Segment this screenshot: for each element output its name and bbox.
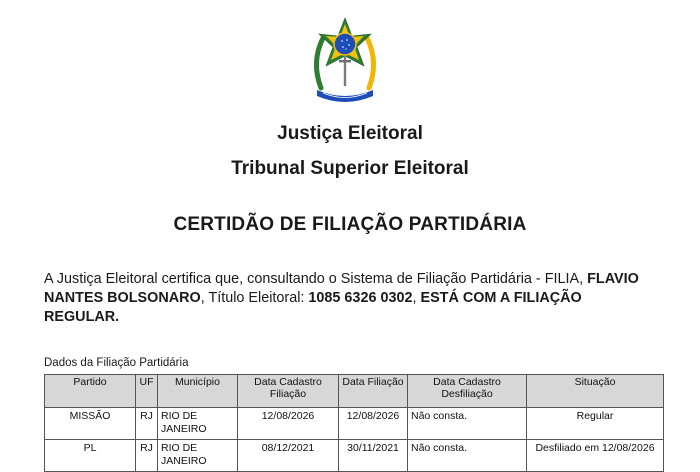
cell-partido: MISSÃO — [45, 408, 136, 440]
cell-uf: RJ — [136, 440, 158, 472]
certificate-text — [44, 270, 644, 327]
certificate-separator: , — [412, 290, 421, 306]
institution-name: Justiça Eleitoral — [277, 123, 423, 144]
court-name: Tribunal Superior Eleitoral — [231, 158, 469, 179]
membership-table — [44, 374, 664, 472]
cell-situacao: Desfiliado em 12/08/2026 — [527, 440, 664, 472]
cell-data-cadastro: 12/08/2026 — [238, 408, 339, 440]
col-header-partido: Partido — [45, 375, 136, 408]
col-header-data-desfiliacao: Data Cadastro Desfiliação — [408, 375, 527, 408]
membership-status: ESTÁ COM A FILIAÇÃO REGULAR. — [44, 290, 582, 325]
table-caption: Dados da Filiação Partidária — [44, 357, 189, 369]
certificate-middle: , Título Eleitoral: — [200, 290, 309, 306]
col-header-data-filiacao: Data Filiação — [339, 375, 408, 408]
col-header-municipio: Município — [158, 375, 238, 408]
cell-data-filiacao: 30/11/2021 — [339, 440, 408, 472]
table-header-row — [45, 375, 664, 408]
cell-data-cadastro: 08/12/2021 — [238, 440, 339, 472]
cell-data-desfiliacao: Não consta. — [408, 440, 527, 472]
certificate-intro: A Justiça Eleitoral certifica que, consultando o Sistema de Filiação Partidária - FILIA, — [44, 271, 588, 287]
voter-id: 1085 6326 0302 — [308, 290, 413, 306]
col-header-situacao: Situação — [527, 375, 664, 408]
table-row — [45, 440, 664, 472]
cell-municipio: RIO DE JANEIRO — [158, 440, 238, 472]
col-header-data-cadastro: Data Cadastro Filiação — [238, 375, 339, 408]
table-row — [45, 408, 664, 440]
cell-municipio: RIO DE JANEIRO — [158, 408, 238, 440]
cell-situacao: Regular — [527, 408, 664, 440]
person-name: FLAVIO NANTES BOLSONARO — [44, 271, 639, 306]
document-title: CERTIDÃO DE FILIAÇÃO PARTIDÁRIA — [173, 214, 527, 235]
cell-uf: RJ — [136, 408, 158, 440]
brazil-coat-of-arms-emblem — [307, 16, 383, 106]
cell-data-desfiliacao: Não consta. — [408, 408, 527, 440]
cell-partido: PL — [45, 440, 136, 472]
cell-data-filiacao: 12/08/2026 — [339, 408, 408, 440]
col-header-uf: UF — [136, 375, 158, 408]
